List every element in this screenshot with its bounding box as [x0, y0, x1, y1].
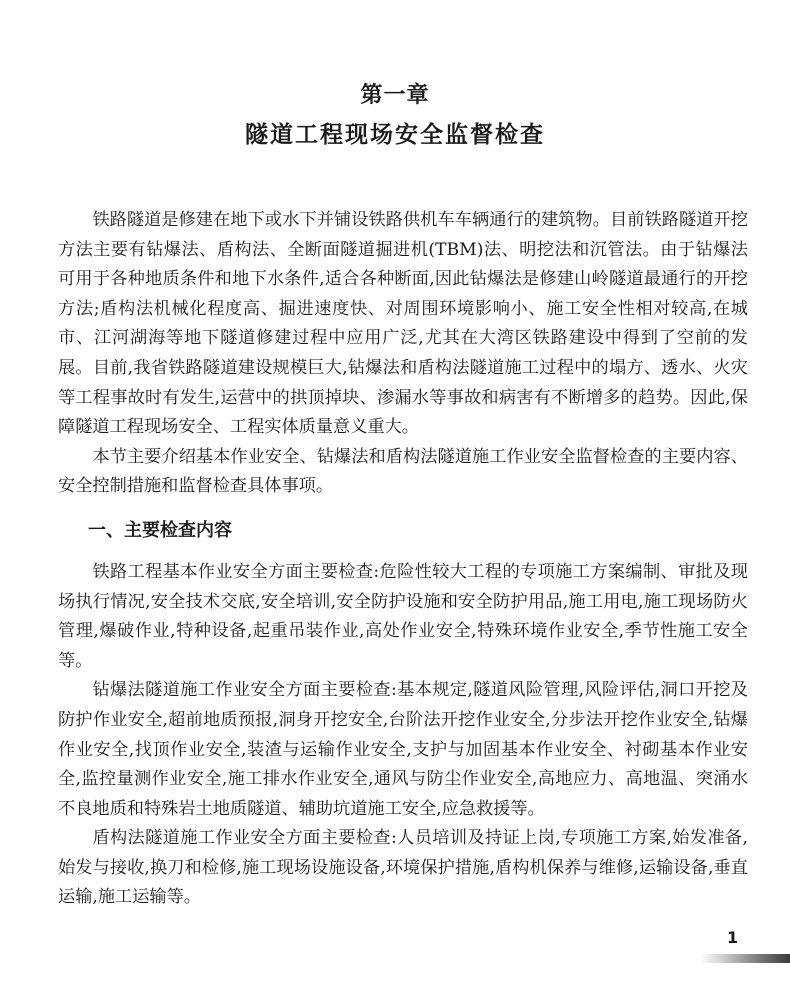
- page-number: 1: [727, 928, 739, 947]
- section-paragraph: 铁路工程基本作业安全方面主要检查:危险性较大工程的专项施工方案编制、审批及现场执行情况,安全技术交底,安全培训,安全防护设施和安全防护用品,施工用电,施工现场防火管理,爆破作业,特种设备,起重吊装作业,高处作业安全,特殊环境作业安全,季节性施工安全等。: [58, 561, 748, 671]
- intro-paragraph: 铁路隧道是修建在地下或水下并铺设铁路供机车车辆通行的建筑物。目前铁路隧道开挖方法主要有钻爆法、盾构法、全断面隧道掘进机(TBM)法、明挖法和沉管法。由于钻爆法可用于各种地质条件和地下水条件,适合各种断面,因此钻爆法是修建山岭隧道最通行的开挖方法;盾构法机械化程度高、掘进速度快、对周围环境影响小、施工安全性相对较高,在城市、江河湖海等地下隧道修建过程中应用广泛,尤其在大湾区铁路建设中得到了空前的发展。目前,我省铁路隧道建设规模巨大,钻爆法和盾构法隧道施工过程中的塌方、透水、火灾等工程事故时有发生,运营中的拱顶掉块、渗漏水等事故和病害有不断增多的趋势。因此,保障隧道工程现场安全、工程实体质量意义重大。: [58, 210, 748, 438]
- section-paragraph: 钻爆法隧道施工作业安全方面主要检查:基本规定,隧道风险管理,风险评估,洞口开挖及防护作业安全,超前地质预报,洞身开挖安全,台阶法开挖作业安全,分步法开挖作业安全,钻爆作业安全,找顶作业安全,装渣与运输作业安全,支护与加固基本作业安全、衬砌基本作业安全,监控量测作业安全,施工排水作业安全,通风与防尘作业安全,高地应力、高地温、突涌水不良地质和特殊岩土地质隧道、辅助坑道施工安全,应急救援等。: [58, 680, 748, 819]
- intro-paragraph: 本节主要介绍基本作业安全、钻爆法和盾构法隧道施工作业安全监督检查的主要内容、安全控制措施和监督检查具体事项。: [58, 446, 748, 497]
- page-footer-bar: [700, 954, 790, 963]
- section-paragraph: 盾构法隧道施工作业安全方面主要检查:人员培训及持证上岗,专项施工方案,始发准备,始发与接收,换刀和检修,施工现场设施设备,环境保护措施,盾构机保养与维修,运输设备,垂直运输,施工运输等。: [58, 828, 748, 908]
- page-body: [58, 206, 748, 913]
- section-heading: 一、主要检查内容: [88, 519, 232, 541]
- chapter-number: 第一章: [360, 83, 430, 108]
- chapter-title: 隧道工程现场安全监督检查: [245, 122, 545, 148]
